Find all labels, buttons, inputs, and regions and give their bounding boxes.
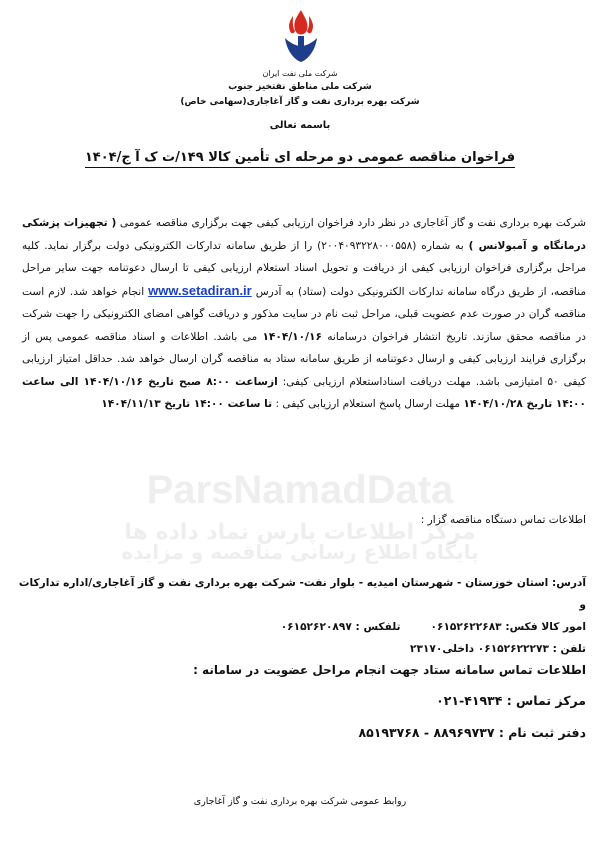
basmala: باسمه تعالی — [269, 120, 331, 131]
watermark-fa-1: مرکز اطلاعات پارس نماد داده ها — [124, 520, 476, 545]
contact-unit-fax: امور کالا فکس: ۰۶۱۵۲۶۲۲۶۸۳ — [430, 621, 586, 633]
contact-address: آدرس: استان خوزستان - شهرستان امیدیه - بلوار نفت- شرکت بهره برداری نفت و گاز آغاجاری/اداره تدارکات و — [18, 577, 586, 611]
contact-heading: اطلاعات تماس دستگاه مناقصه گزار : — [420, 514, 586, 526]
body-p4: می باشد. اطلاعات و اسناد مناقصه عمومی پس از برگزاری فرایند ارزیابی کیفی و ارسال دعوتنامه از طریق سامانه ستاد به مناقصه گران ارسال خواهد شد. حداقل امتیاز ارزیابی کیفی ۵۰ امتیازمی باشد. مهلت دریافت اسناداستعلام ارزیابی کیفی: — [22, 330, 587, 388]
body-p1-bold: ( تجهیزات پزشکی درمانگاه و آمبولانس ) — [22, 217, 586, 252]
body-p3-date: ۱۴۰۴/۱۰/۱۶ — [262, 330, 322, 343]
setad-registration-office: دفتر ثبت نام : ۸۸۹۶۹۷۳۷ - ۸۵۱۹۳۷۶۸ — [358, 725, 586, 740]
tender-body — [22, 212, 586, 416]
setad-call-center: مرکز تماس : ۴۱۹۳۴-۰۲۱ — [436, 693, 586, 708]
setad-link[interactable]: www.setadiran.ir — [148, 282, 252, 298]
nioc-logo — [279, 8, 323, 64]
watermark-latin: ParsNamadData — [146, 468, 454, 512]
page-title — [20, 150, 580, 165]
contact-fax-row — [14, 616, 586, 638]
company-name-small: شرکت ملی نفت ایران — [262, 69, 338, 78]
company-line-2: شرکت بهره برداری نفت و گاز آغاجاری(سهامی خاص) — [180, 97, 420, 107]
body-p4-bold: ازساعت ۸:۰۰ صبح تاریخ ۱۴۰۴/۱۰/۱۶ الی ساعت ۱۴:۰۰ تاریخ ۱۴۰۴/۱۰/۲۸ — [22, 375, 586, 410]
footer-public-relations: روابط عمومی شرکت بهره برداری نفت و گاز آغاجاری — [193, 796, 407, 807]
body-p2: به شماره (۲۰۰۴۰۹۳۲۲۸۰۰۰۵۵۸) را از طریق سامانه تدارکات الکترونیکی دولت برگزار نماید. کلیه مراحل برگزاری فراخوان ارزیابی کیفی از دریافت و تحویل اسناد استعلام ارزیابی کیفی تا ارسال دعوتنامه جهت سایر مراحل مناقصه، از طریق درگاه سامانه تدارکات الکترونیکی دولت (ستاد) به آدرس — [22, 239, 587, 298]
body-p5-bold: تا ساعت ۱۴:۰۰ تاریخ ۱۴۰۴/۱۱/۱۳ — [101, 398, 273, 410]
body-p5: مهلت ارسال پاسخ استعلام ارزیابی کیفی : — [275, 398, 460, 410]
body-p3: انجام خواهد شد. لازم است مناقصه گران در صورت عدم عضویت قبلی، مراحل ثبت نام در سایت مذکور و دریافت گواهی امضای الکترونیکی را جهت شرکت در مناقصه محقق سازند. تاریخ انتشار فراخوان درسامانه — [22, 285, 587, 343]
contact-phone: تلفن : ۰۶۱۵۲۶۲۲۲۷۳ داخلی۲۳۱۷۰ — [410, 643, 586, 655]
contact-block — [14, 572, 586, 660]
body-p1: شرکت بهره برداری نفت و گاز آغاجاری در نظر دارد فراخوان ارزیابی کیفی جهت برگزاری مناقصه عمومی — [119, 217, 586, 229]
contact-telefax: تلفکس : ۰۶۱۵۲۶۲۰۸۹۷ — [280, 621, 401, 633]
title-text: فراخوان مناقصه عمومی دو مرحله ای تأمین کالا ۱۴۹/ت ک آ ج/۱۴۰۴ — [85, 150, 515, 168]
company-line-1: شرکت ملی مناطق نفتخیز جنوب — [228, 82, 372, 92]
setad-heading: اطلاعات تماس سامانه ستاد جهت انجام مراحل عضویت در سامانه : — [193, 663, 586, 677]
watermark-fa-2: پایگاه اطلاع رسانی مناقصه و مزایده — [121, 540, 479, 564]
